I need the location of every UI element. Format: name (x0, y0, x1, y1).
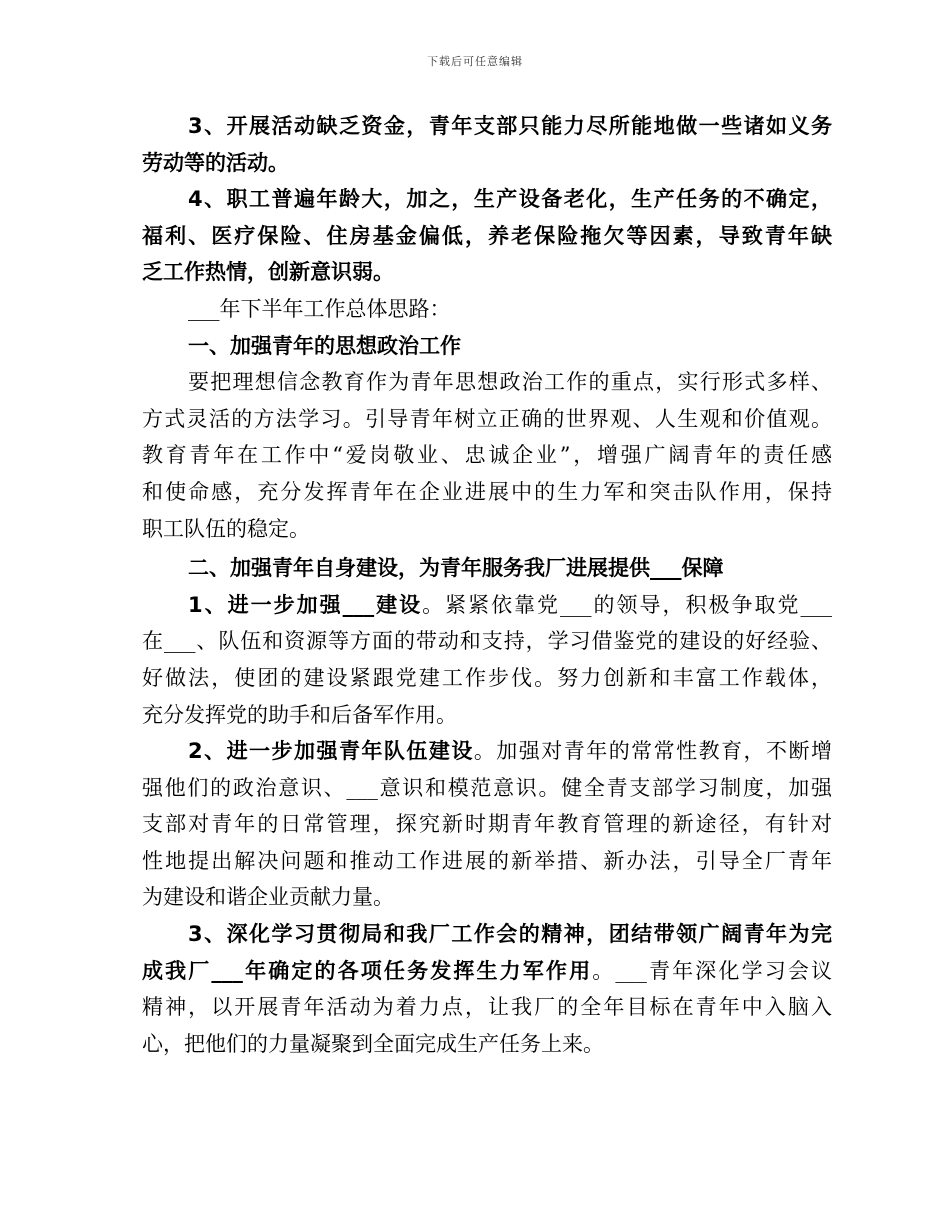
heading-1 (142, 328, 832, 365)
paragraph-item-3 (142, 916, 832, 1062)
page-header: 下载后可任意编辑 (427, 55, 523, 68)
text-line: 4、职工普遍年龄大，加之，生产设备老化，生产任务的不确定， (188, 187, 832, 212)
text-line: 福利、医疗保险、住房基金偏低，养老保险拖欠等因素，导致青年缺 (142, 223, 832, 248)
heading-text: 二、加强青年自身建设，为青年服务我厂进展提供___保障 (188, 556, 724, 581)
paragraph-section-1 (142, 364, 832, 547)
item-text: 。加强对青年的常常性教育，不断增 (473, 739, 832, 764)
paragraph-3 (142, 108, 832, 181)
item-title: 2、进一步加强青年队伍建设 (188, 739, 474, 764)
text-line: ___年下半年工作总体思路： (188, 296, 451, 321)
item-text: 。紧紧依靠党___的领导，积极争取党___ (422, 592, 832, 617)
text-line (142, 953, 832, 990)
text-line: 为建设和谐企业贡献力量。 (142, 885, 394, 910)
text-line: 教育青年在工作中“爱岗敬业、忠诚企业”，增强广阔青年的责任感 (142, 443, 832, 468)
text-line: 支部对青年的日常管理，探究新时期青年教育管理的新途径，有针对 (142, 812, 832, 837)
heading-text: 一、加强青年的思想政治工作 (188, 333, 461, 358)
text-line: 好做法，使团的建设紧跟党建工作步伐。努力创新和丰富工作载体， (142, 665, 832, 690)
item-title: 1、进一步加强___建设 (188, 592, 423, 617)
text-line: 劳动等的活动。 (142, 150, 289, 175)
text-line (142, 733, 832, 770)
paragraph-item-1 (142, 587, 832, 733)
heading-2 (142, 550, 832, 587)
text-line: 要把理想信念教育作为青年思想政治工作的重点，实行形式多样、 (188, 370, 832, 395)
item-title: 3、深化学习贯彻局和我厂工作会的精神，团结带领广阔青年为完 (188, 922, 832, 947)
text-line: 职工队伍的稳定。 (142, 516, 310, 541)
text-line (142, 587, 832, 624)
paragraph-item-2 (142, 733, 832, 916)
paragraph-4 (142, 181, 832, 291)
text-line: 方式灵活的方法学习。引导青年树立正确的世界观、人生观和价值观。 (142, 406, 832, 431)
text-line: 心，把他们的力量凝聚到全面完成生产任务上来。 (142, 1031, 604, 1056)
item-title: 成我厂___年确定的各项任务发挥生力军作用 (142, 958, 593, 983)
text-line: 性地提出解决问题和推动工作进展的新举措、新办法，引导全厂青年 (142, 848, 832, 873)
text-line: 充分发挥党的助手和后备军作用。 (142, 702, 457, 727)
document-body (142, 108, 832, 1062)
text-line: 在___、队伍和资源等方面的带动和支持，学习借鉴党的建设的好经验、 (142, 629, 832, 654)
section-intro (142, 291, 832, 328)
text-line: 精神，以开展青年活动为着力点，让我厂的全年目标在青年中入脑入 (142, 995, 832, 1020)
text-line: 3、开展活动缺乏资金，青年支部只能力尽所能地做一些诸如义务 (188, 114, 832, 138)
text-line: 强他们的政治意识、___意识和模范意识。健全青支部学习制度，加强 (142, 775, 832, 800)
item-text: 。___青年深化学习会议 (592, 958, 833, 983)
text-line: 和使命感，充分发挥青年在企业进展中的生力军和突击队作用，保持 (142, 479, 832, 504)
text-line: 乏工作热情，创新意识弱。 (142, 260, 394, 285)
